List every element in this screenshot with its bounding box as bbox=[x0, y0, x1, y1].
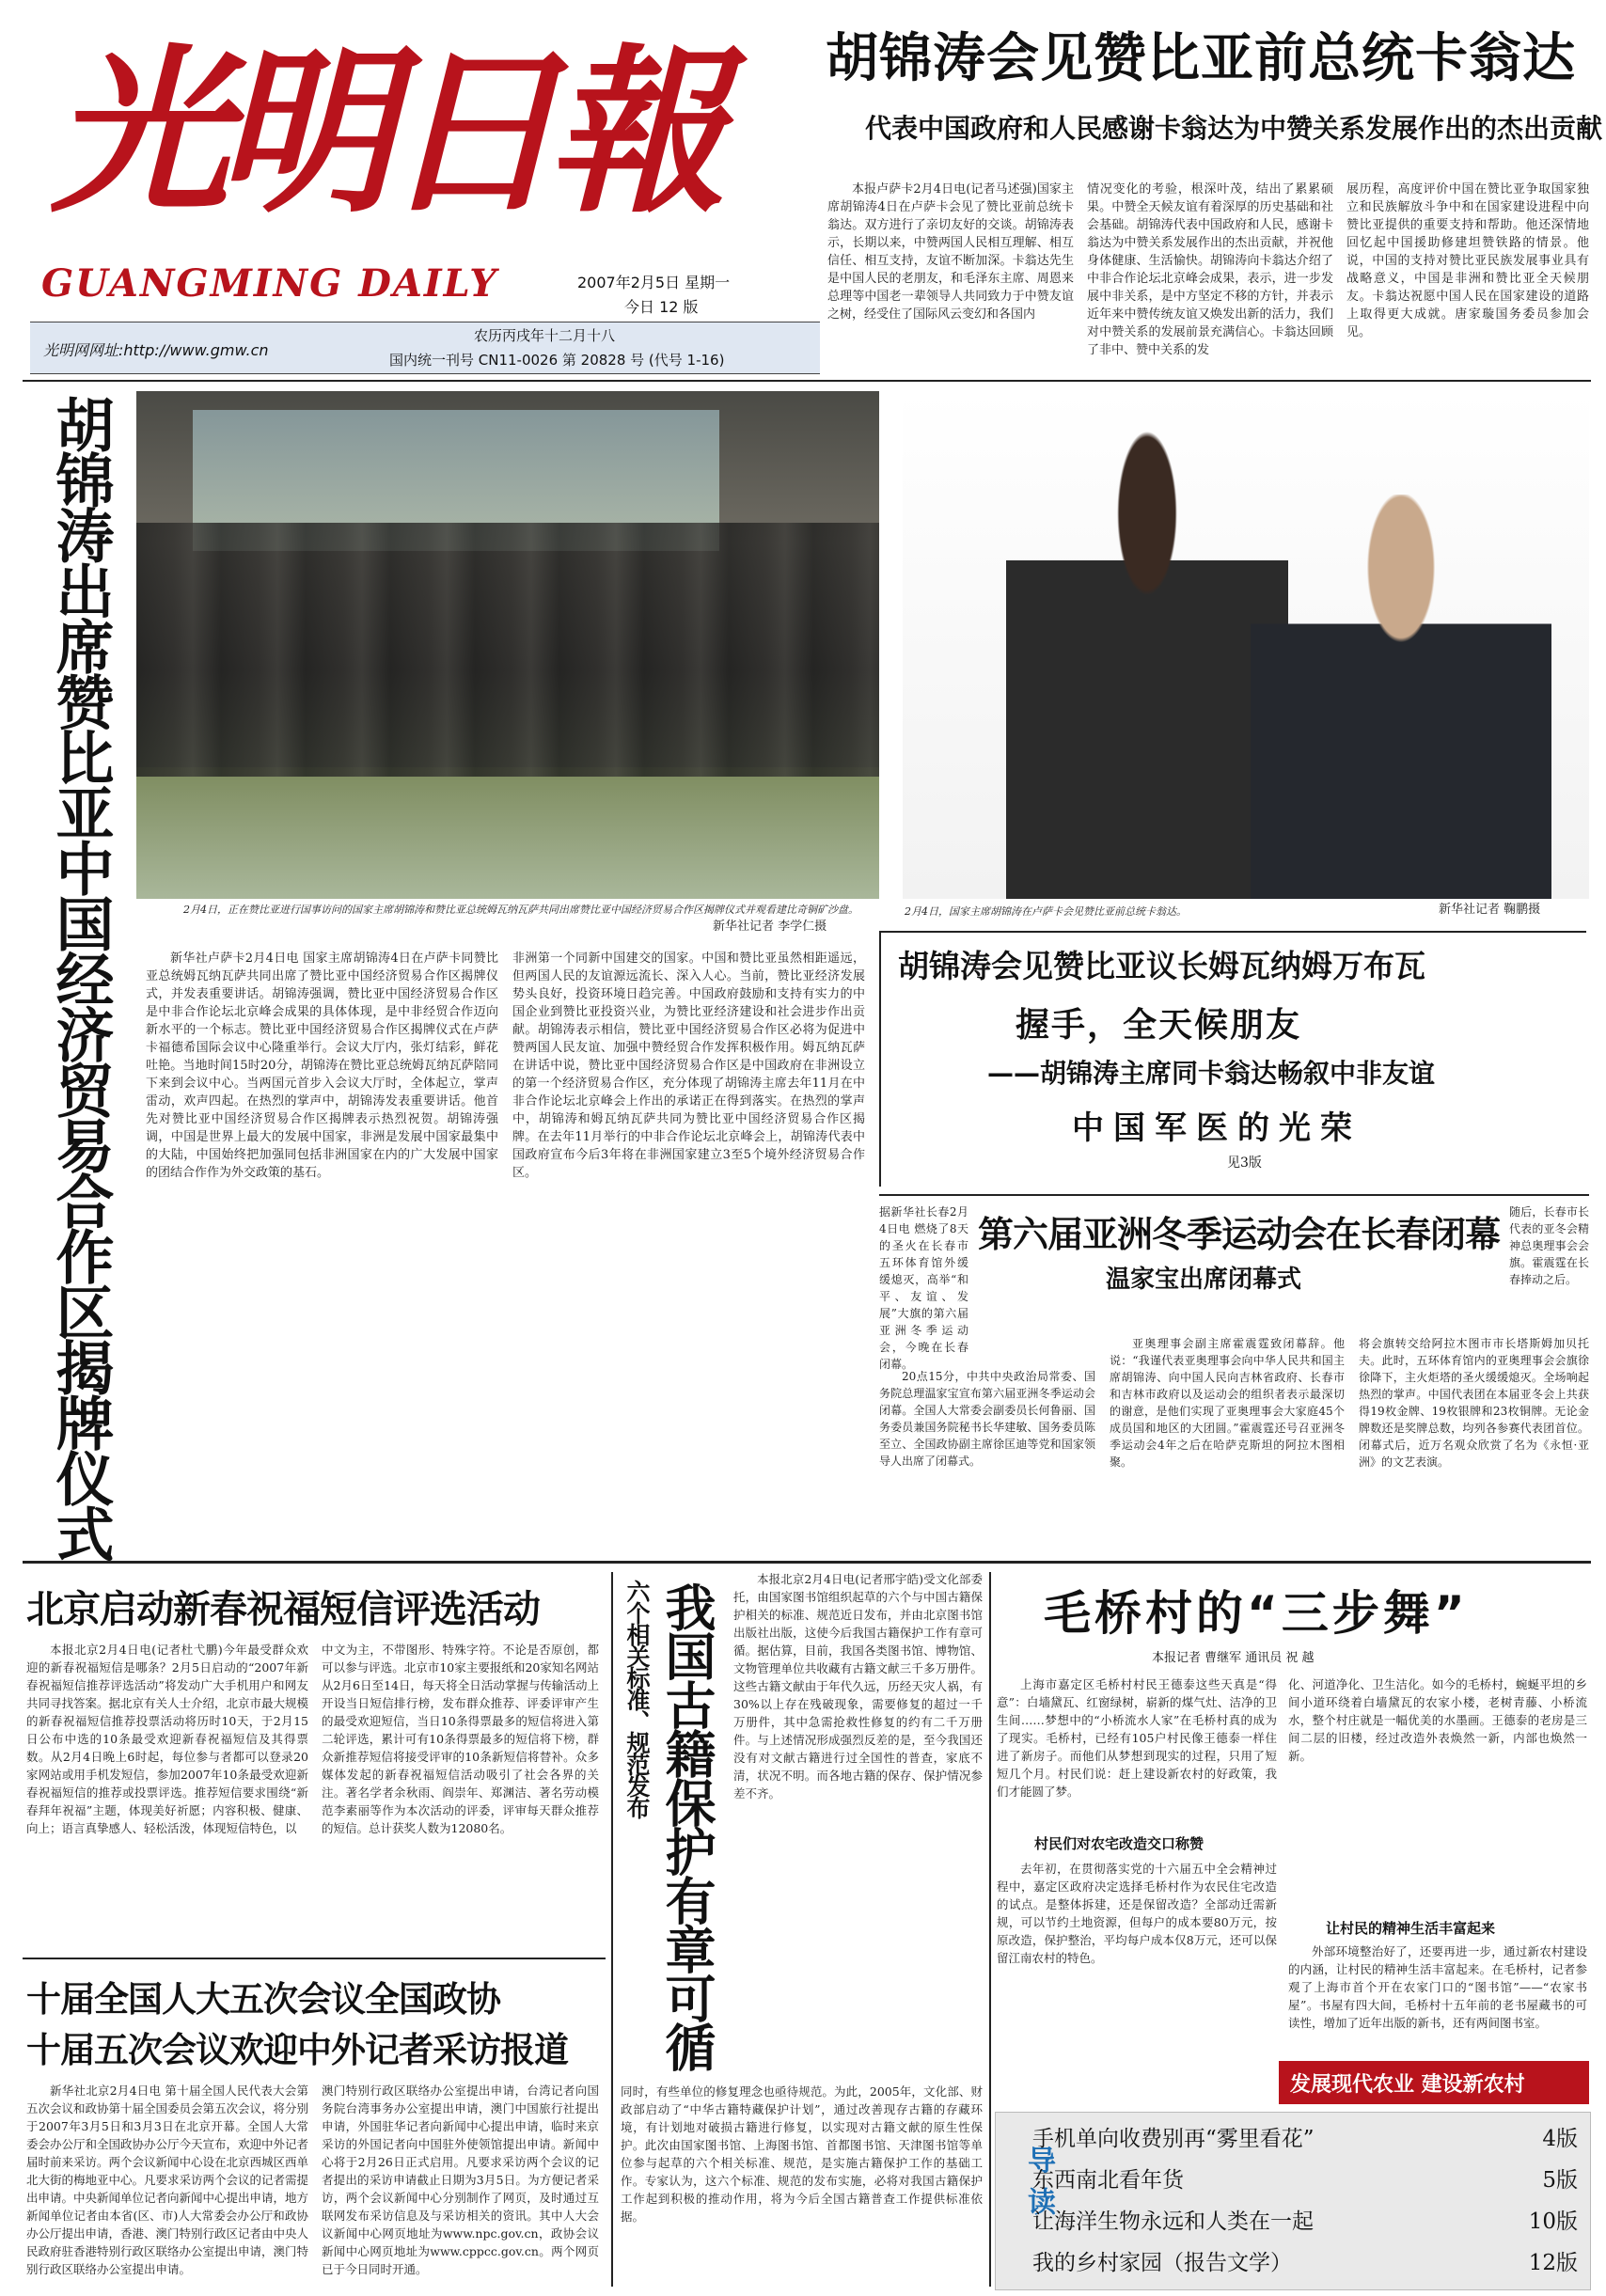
lunar-date: 农历丙戌年十二月十八 bbox=[474, 327, 616, 344]
guide-label: 导读 bbox=[1022, 2146, 1055, 2228]
books-column-2: 同时，有些单位的修复理念也亟待规范。为此，2005年，文化部、财政部启动了“中华古籍特藏保护计划”，通过改善现存古籍的存藏环境，有计划地对破损古籍进行修复，以实现对古籍文献的原生性保护。此次由国家图书馆、上海图书馆、首都图书馆、天津图书馆等单位参与起草的六个相关标准、规范，是实施古籍保护工作的基础工作。专家认为，这六个标准、规范的发布实施，必将对我国古籍保护工作起到积极的推动作用，将为今后全国古籍普查工作提供标准依据。 bbox=[621, 2084, 983, 2224]
divider bbox=[23, 1958, 606, 1959]
kaunda-figure bbox=[1006, 429, 1288, 899]
village-subhead-2: 让村民的精神生活丰富起来 bbox=[1326, 1920, 1496, 1937]
lead-column-3: 展历程，高度评价中国在赞比亚争取国家独立和民族解放斗争中和在国家建设进程中向赞比亚提供的重要支持和帮助。他还深情地回忆起中国援助修建坦赞铁路的情景。他说，中国的支持对赞比亚民族发展事业具有战略意义，中国是非洲和赞比亚全天候朋友。卡翁达祝愿中国人民在国家建设的道路上取得更大成就。唐家璇国务委员参加会见。 bbox=[1346, 182, 1589, 339]
sms-column-1: 本报北京2月4日电(记者杜弋鹏)今年最受群众欢迎的新春祝福短信是哪条？2月5日启动的“2007年新春祝福短信推荐评选活动”将发动广大手机用户和网友共同寻找答案。据北京有关人士介绍，北京市最大规模的新春祝福短信推荐投票活动将历时10天，于2月15日公布中选的10条最受欢迎新春祝福短信及其得票数。从2月4日晚上6时起，每位参与者都可以登录20家网站或用手机发短信，参加2007年10条最受欢迎新春祝福短信的推荐或投票评选。推荐短信要求围绕“新春拜年祝福”主题，体现美好祈愿；内容积极、健康、向上；语言真挚感人、轻松活泼，体现短信特色，以 bbox=[26, 1643, 309, 1835]
npc-column-1: 新华社北京2月4日电 第十届全国人民代表大会第五次会议和政协第十届全国委员会第五次会议，将分别于2007年3月5日和3月3日在北京开幕。全国人大常委会办公厅和全国政协办公厅今天宣布，欢迎中外记者届时前来采访。两个会议新闻中心设在北京西城区西单北大街的梅地亚中心。凡要求采访两个会议的记者需提出申请。中央新闻单位记者向新闻中心提出申请，地方新闻单位记者由本省(区、市)人大常委会办公厅和政协办公厅提出申请，香港、澳门特别行政区记者由中央人民政府驻香港特别行政区联络办公室提出申请，澳门特别行政区联络办公室提出申请。 bbox=[26, 2084, 309, 2276]
sms-column-2: 中文为主，不带图形、特殊字符。不论是否原创，都可以参与评选。北京市10家主要报纸和20家知名网站从2月6日至14日，每天将全日活动掌握与传输活动上开设当日短信排行榜，发布群众推荐、评委评审产生的最受欢迎短信，当日10条得票最多的短信将进入第二轮评选，累计可有10条得票最多的短信将下榜，群众新推荐短信将接受评审的10条新短信将替补。众多媒体发起的新春祝福短信活动吸引了社会各界的关注。著名学者余秋雨、阎崇年、郑渊洁、著名劳动模范李素丽等作为本次活动的评委，评审每天群众推荐的短信。总计获奖人数为12080名。 bbox=[322, 1643, 599, 1835]
winter-games-column-2: 亚奥理事会副主席霍震霆致闭幕辞。他说：“我谨代表亚奥理事会向中华人民共和国主席胡锦涛、向中国人民向吉林省政府、长春市和吉林市政府以及运动会的组织者表示最深切的谢意，是他们实现了亚奥理事会大家庭45个成员国和地区的大团圆。”霍震霆还号召亚洲冬季运动会4年之后在哈萨克斯坦的阿拉木图相聚。 bbox=[1110, 1337, 1345, 1469]
books-vertical-subhead: 六个相关标准、规范发布 bbox=[623, 1580, 651, 1817]
village-subhead-1: 村民们对农宅改造交口称赞 bbox=[1034, 1835, 1204, 1852]
divider bbox=[879, 1194, 1589, 1196]
divider bbox=[23, 1561, 1591, 1564]
photo2-credit: 新华社记者 鞠鹏摄 bbox=[1439, 903, 1541, 917]
winter-games-subhead: 温家宝出席闭幕式 bbox=[1106, 1266, 1302, 1294]
serial-number: 国内统一刊号 CN11-0026 第 20828 号 (代号 1-16) bbox=[389, 352, 725, 369]
guide-item[interactable] bbox=[1032, 2204, 1578, 2238]
kaunda-subhead-1[interactable]: 握手，全天候朋友 bbox=[1016, 1006, 1302, 1045]
kaunda-subhead-3[interactable]: 中国军医的光荣 bbox=[1072, 1109, 1362, 1147]
photo2-caption: 2月4日，国家主席胡锦涛在卢萨卡会见赞比亚前总统卡翁达。 bbox=[905, 905, 1187, 918]
divider bbox=[611, 1572, 613, 2287]
winter-games-column-3: 将会旗转交给阿拉木图市市长塔斯姆加贝托夫。此时，五环体育馆内的亚奥理事会会旗徐徐降下，主火炬塔的圣火缓缓熄灭。全场响起热烈的掌声。中国代表团在本届亚冬会上共获得19枚金牌、19枚银牌和23枚铜牌。无论金牌数还是奖牌总数，均列各参赛代表团首位。闭幕式后，近万名观众欣赏了名为《永恒·亚洲》的文艺表演。 bbox=[1359, 1337, 1589, 1469]
winter-games-lead-column: 据新华社长春2月4日电 燃烧了8天的圣火在长春市五环体育馆外缓缓熄灭，高举“和平、友谊、发展”大旗的第六届亚洲冬季运动会，今晚在长春闭幕。 bbox=[879, 1205, 968, 1371]
kaunda-page-ref[interactable]: 见3版 bbox=[1227, 1156, 1262, 1171]
guide-item-page: 10版 bbox=[1528, 2210, 1578, 2234]
guide-item-title: 我的乡村家园（报告文学） bbox=[1032, 2251, 1292, 2275]
hu-figure bbox=[1251, 495, 1551, 899]
kaunda-headline[interactable]: 胡锦涛会见赞比亚议长姆瓦纳姆万布瓦 bbox=[898, 948, 1425, 984]
books-vertical-headline[interactable]: 我国古籍保护有章可循 bbox=[657, 1581, 716, 2070]
guide-item-title: 手机单向收费别再“雾里看花” bbox=[1032, 2127, 1315, 2151]
lead-column-1: 本报卢萨卡2月4日电(记者马述强)国家主席胡锦涛4日在卢萨卡会见了赞比亚前总统卡翁达。双方进行了亲切友好的交谈。胡锦涛表示，长期以来，中赞两国人民相互理解、相互信任、相互支持，友谊不断加深。卡翁达先生是中国人民的老朋友，和毛泽东主席、周恩来总理等中国老一辈领导人共同致力于中赞友谊之树，经受住了国际风云变幻和各国内 bbox=[827, 182, 1074, 322]
divider bbox=[23, 380, 1591, 382]
village-banner-text: 发展现代农业 建设新农村 bbox=[1290, 2073, 1525, 2097]
date-line: 2007年2月5日 星期一 bbox=[577, 274, 731, 291]
sms-headline[interactable]: 北京启动新春祝福短信评选活动 bbox=[26, 1588, 540, 1631]
guide-item[interactable] bbox=[1032, 2245, 1578, 2279]
guide-item[interactable] bbox=[1032, 2121, 1578, 2155]
winter-games-column-1: 20点15分，中共中央政治局常委、国务院总理温家宝宣布第六届亚洲冬季运动会闭幕。全国人大常委会副委员长何鲁丽、国务委员兼国务院秘书长华建敏、国务委员陈至立、全国政协副主席徐匡迪等党和国家领导人出席了闭幕式。 bbox=[879, 1370, 1095, 1468]
guide-item-page: 12版 bbox=[1528, 2251, 1578, 2275]
guide-item-title: 东西南北看年货 bbox=[1032, 2168, 1184, 2193]
winter-games-headline[interactable]: 第六届亚洲冬季运动会在长春闭幕 bbox=[978, 1214, 1501, 1255]
photo1-caption: 2月4日，正在赞比亚进行国事访问的国家主席胡锦涛和赞比亚总统姆瓦纳瓦萨共同出席赞比亚中国经济贸易合作区揭牌仪式并观看建比奇铜矿沙盘。 bbox=[183, 904, 858, 916]
main-story-column-2: 非洲第一个同新中国建交的国家。中国和赞比亚虽然相距遥远，但两国人民的友谊源远流长、深入人心。当前，赞比亚经济发展势头良好，投资环境日趋完善。中国政府鼓励和支持有实力的中国企业到赞比亚投资兴业，为赞比亚经济建设和社会进步作出贡献。胡锦涛表示相信，赞比亚中国经济贸易合作区必将为促进中赞两国人民友谊、加强中赞经贸合作发挥积极作用。姆瓦纳瓦萨在讲话中说，赞比亚中国经济贸易合作区是中国政府在非洲设立的第一个经济贸易合作区，充分体现了胡锦涛主席去年11月在中非合作论坛北京峰会上作出的承诺正在得到落实。在热烈的掌声中，胡锦涛和姆瓦纳瓦萨共同为赞比亚中国经济贸易合作区揭牌。在去年11月举行的中非合作论坛北京峰会上，胡锦涛代表中国政府宣布今后3年将在非洲国家建立3至5个境外经济贸易合作区。 bbox=[512, 951, 865, 1180]
npc-column-2: 澳门特别行政区联络办公室提出申请，台湾记者向国务院台湾事务办公室提出申请，澳门中国旅行社提出申请，外国驻华记者向新闻中心提出申请，临时来京采访的外国记者向中国驻外使领馆提出申请。新闻中心将于2月26日正式启用。凡要求采访两个会议的记者提出的采访申请截止日期为3月5日。为方便记者采访，两个会议新闻中心分别制作了网页，及时通过互联网发布采访信息及与采访相关的资讯。其中人大会议新闻中心网页地址为www.npc.gov.cn，政协会议新闻中心网页地址为www.cppcc.gov.cn。两个网页已于今日同时开通。 bbox=[322, 2084, 599, 2276]
photo-economic-zone-ceremony bbox=[136, 391, 879, 899]
village-column-2b: 外部环境整治好了，还要再进一步，通过新农村建设的内涵，让村民的精神生活丰富起来。在毛桥村，记者参观了上海市首个开在农家门口的“图书馆”——“农家书屋”。书屋有四大间，毛桥村十五年前的老书屋藏书的可读性，增加了近年出版的新书，还有两间图书室。 bbox=[1288, 1944, 1587, 2030]
english-name: GUANGMING DAILY bbox=[41, 261, 498, 306]
newspaper-logo: 光明日報 bbox=[51, 27, 714, 237]
main-story-column-1: 新华社卢萨卡2月4日电 国家主席胡锦涛4日在卢萨卡同赞比亚总统姆瓦纳瓦萨共同出席了赞比亚中国经济贸易合作区揭牌仪式，并发表重要讲话。胡锦涛强调，赞比亚中国经济贸易合作区是中非合作论坛北京峰会成果的具体体现，是中非经贸合作迈向新水平的一个标志。赞比亚中国经济贸易合作区揭牌仪式在卢萨卡福德希国际会议中心隆重举行。会议大厅内，张灯结彩，鲜花吐艳。当地时间15时20分，胡锦涛在赞比亚总统姆瓦纳瓦萨陪同下来到会议中心。当两国元首步入会议大厅时，全体起立，掌声雷动，欢声四起。在热烈的掌声中，胡锦涛发表重要讲话。他首先对赞比亚中国经济贸易合作区揭牌表示热烈祝贺。胡锦涛强调，中国是世界上最大的发展中国家，非洲是发展中国家最集中的大陆，中国始终把加强同包括非洲国家在内的广大发展中国家的团结合作作为外交政策的基石。 bbox=[146, 951, 498, 1180]
photo1-credit: 新华社记者 李学仁摄 bbox=[713, 920, 827, 934]
guide-item[interactable] bbox=[1032, 2162, 1578, 2196]
village-byline: 本报记者 曹继军 通讯员 祝 越 bbox=[1152, 1651, 1315, 1665]
village-column-1: 上海市嘉定区毛桥村村民王德泰这些天真是“得意”：白墙黛瓦、红窗绿树，崭新的煤气灶、洁净的卫生间……梦想中的“小桥流水人家”在毛桥村真的成为了现实。毛桥村，已经有105户村民像王德泰一样住进了新房子。而他们从梦想到现实的过程，只用了短短几个月。村民们说：赶上建设新农村的好政策，我们才能圆了梦。 bbox=[997, 1677, 1277, 1799]
lead-subhead: 代表中国政府和人民感谢卡翁达为中赞关系发展作出的杰出贡献 bbox=[865, 113, 1603, 144]
npc-headline-line-1[interactable]: 十届全国人大五次会议全国政协 bbox=[26, 1979, 500, 2020]
main-vertical-headline[interactable]: 胡锦涛出席赞比亚中国经济贸易合作区揭牌仪式 bbox=[46, 395, 115, 1560]
divider bbox=[989, 1572, 991, 2287]
masthead bbox=[23, 15, 731, 376]
books-column-1: 本报北京2月4日电(记者邢宇皓)受文化部委托，由国家图书馆组织起草的六个与中国古籍保护相关的标准、规范近日发布，并由北京图书馆出版社出版，这使今后我国古籍保护工作有章可循。据估算，目前，我国各类图书馆、博物馆、文物管理单位共收藏有古籍文献三千多万册件。这些古籍文献由于年代久远，历经天灾人祸，有30%以上存在残破现象，需要修复的超过一千万册件，其中急需抢救性修复的约有二千万册件。与上述情况形成强烈反差的是，至今我国还没有对文献古籍进行过全国性的普查，家底不清，状况不明。而各地古籍的保存、保护情况参差不齐。 bbox=[733, 1572, 983, 1801]
guide-item-title: 让海洋生物永远和人类在一起 bbox=[1032, 2210, 1314, 2234]
crowd-silhouettes bbox=[136, 523, 879, 777]
village-headline[interactable]: 毛桥村的“三步舞” bbox=[1044, 1586, 1469, 1641]
village-column-2: 化、河道净化、卫生洁化。如今的毛桥村，蜿蜒平坦的乡间小道环绕着白墙黛瓦的农家小楼，老树青藤、小桥流水，整个村庄就是一幅优美的水墨画。王德泰的老房是三间二层的旧楼，经过改造外表焕然一新，内部也焕然一新。 bbox=[1288, 1677, 1587, 1763]
lead-headline[interactable]: 胡锦涛会见赞比亚前总统卡翁达 bbox=[826, 28, 1576, 89]
village-column-1b: 去年初，在贯彻落实党的十六届五中全会精神过程中，嘉定区政府决定选择毛桥村作为农民住宅改造的试点。是整体拆建，还是保留改造？全部动迁需新规，可以节约土地资源，但每户的成本要80万元，按原改造，保护整治，平均每户成本仅8万元，还可以保留江南农村的特色。 bbox=[997, 1862, 1277, 1965]
kaunda-subhead-2: ——胡锦涛主席同卡翁达畅叙中非友谊 bbox=[987, 1058, 1436, 1089]
zone-sand-table bbox=[136, 767, 879, 899]
guide-item-page: 4版 bbox=[1542, 2127, 1578, 2151]
website-line[interactable]: 光明网网址:http://www.gmw.cn bbox=[43, 341, 269, 359]
photo-kaunda-handshake bbox=[903, 391, 1589, 899]
winter-games-column-4: 随后，长春市长代表的亚冬会精神总奥理事会会旗。霍震霆在长春捧动之后。 bbox=[1509, 1205, 1589, 1286]
pages-line: 今日 12 版 bbox=[624, 298, 699, 316]
guide-item-page: 5版 bbox=[1542, 2168, 1578, 2193]
npc-headline-line-2[interactable]: 十届五次会议欢迎中外记者采访报道 bbox=[26, 2030, 568, 2070]
lead-column-2: 情况变化的考验，根深叶茂，结出了累累硕果。中赞全天候友谊有着深厚的历史基础和社会基础。胡锦涛代表中国政府和人民，感谢卡翁达为中赞关系发展作出的杰出贡献，并祝他身体健康、生活愉快。胡锦涛向卡翁达介绍了中非合作论坛北京峰会成果，表示，进一步发展中非关系，是中方坚定不移的方针，并表示近年来中赞传统友谊又焕发出新的活力，我们对中赞关系的发展前景充满信心。卡翁达回顾了非中、赞中关系的发 bbox=[1087, 182, 1333, 357]
